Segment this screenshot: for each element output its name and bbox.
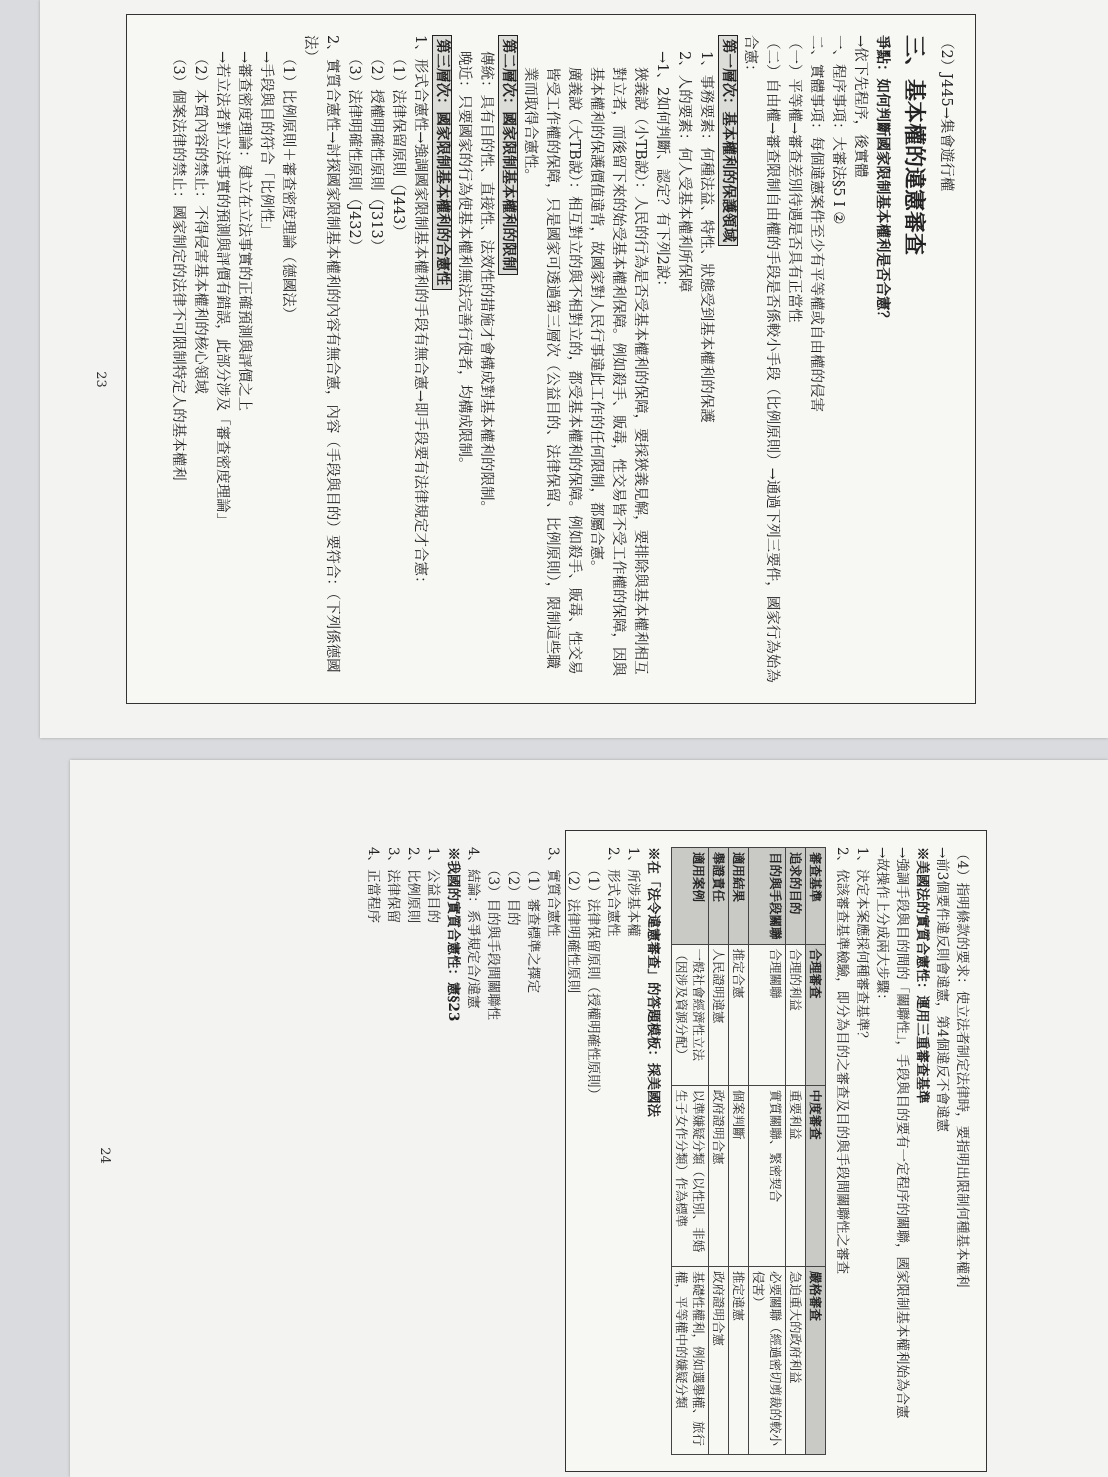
table-cell: 合理的利益 (786, 944, 806, 1085)
template-heading: ※在「法令違憲審查」的答題模板：採美國法 (645, 847, 661, 1117)
table-header: 審查基準 (806, 848, 826, 945)
text-line: （1）法律保留原則（授權明確性原則） (585, 863, 601, 1102)
text-line: 2、形式合憲性 (605, 847, 621, 937)
table-header: 合理審查 (806, 944, 826, 1085)
text-line: 2、人的要素：何人受基本權利所保障 (676, 51, 692, 293)
table-header: 嚴格審查 (806, 1266, 826, 1454)
text-line: （3）目的與手段間關聯性 (485, 863, 501, 1021)
text-line: →依下先程序，後實體 (852, 35, 868, 178)
us-law-heading: ※美國法的實質合憲性：運用三重審查基準 (914, 847, 930, 1104)
text-line: （二）自由權→審查限制自由權的手段是否係較小手段（比例原則）→通過下列三要件，國家行為始為合憲： (742, 35, 780, 683)
table-cell: 目的與手段關聯 (749, 848, 786, 945)
taiwan-law-heading: ※我國的實質合憲性：憲§23 (445, 847, 461, 1022)
table-cell: 重要利益 (786, 1085, 806, 1266)
table-row (709, 848, 729, 1455)
table-cell: 人民證明違憲 (709, 944, 729, 1085)
page-24-frame (365, 830, 987, 1472)
table-cell: 政府證明合憲 (709, 1266, 729, 1454)
text-line: （1）審查標準之擇定 (525, 863, 541, 994)
text-line: →1、2如何判斷、認定？有下列2說： (654, 51, 670, 294)
text-line: （2）授權明確性原則（J313） (368, 51, 384, 254)
text-line: （1）法律保留原則（J443） (390, 51, 406, 239)
table-row (749, 848, 786, 1455)
text-line: 1、事務要素：何種法益、特性、狀態受到基本權利的保護 (698, 51, 714, 423)
layer-3-heading: 第三層次：國家限制基本權利的合憲性 (432, 35, 452, 290)
table-cell: 基礎性權利，例如選舉權、旅行權，平等權中的嫌疑分類 (672, 1266, 709, 1454)
text-line: →若立法者對立法事實的預測與評價有錯誤，此部分涉及「審查密度理論」 (214, 51, 230, 528)
table-cell: 以準嫌疑分類（以性別、非婚生子女作分類）作為標準 (672, 1085, 709, 1266)
text-line: （1）比例原則＋審查密度理論（德國法） (280, 51, 296, 322)
text-line: （2）J445→集會遊行權 (938, 35, 954, 192)
page-number: 24 (96, 1147, 112, 1164)
table-cell: 個案判斷 (729, 1085, 749, 1266)
page-24-content (365, 831, 986, 1471)
table-cell: 推定違憲 (729, 1266, 749, 1454)
narrow-theory-paragraph: 狹義說（小TB說）：人民的行為是否受基本權利的保障，要採狹義見解，要排除與基本權利相互對立者，而後留下來的始受基本權利保障。例如殺手、販毒，性交易皆不受工作權的保障，因與基本權利的保護價值違背，故國家對人民行事違此工作的任何限制，都屬合憲。 (588, 67, 648, 676)
table-cell: 政府證明合憲 (709, 1085, 729, 1266)
issue-heading: 爭點：如何判斷國家限制基本權利是否合憲？ (874, 35, 891, 325)
table-row (672, 848, 709, 1455)
text-line: →手段與目的符合「比例性」 (258, 51, 274, 238)
text-line: 3、法律保留 (385, 847, 401, 924)
layer-1-heading: 第一層次：基本權利的保護領域 (718, 35, 738, 246)
table-row (729, 848, 749, 1455)
text-line: 1、所涉基本權 (625, 847, 641, 937)
text-line: 2、比例原則 (405, 847, 421, 924)
table-cell: 追求的目的 (786, 848, 806, 945)
text-line: 4、結論：系爭規定合/違憲 (465, 847, 481, 1009)
text-line: （4）指明條款的要求：使立法者制定法律時，要指明出限制何種基本權利 (954, 847, 970, 1288)
text-line: 一、程序事項：大審法§5 I ② (830, 35, 846, 225)
text-line: （一）平等權→審查差別待遇是否具有正當性 (786, 35, 802, 323)
table-cell: 合理關聯 (749, 944, 786, 1085)
table-cell: 急迫重大的政府利益 (786, 1266, 806, 1454)
text-line: 傳統：具有目的性、直接性、法效性的措施才會構成對基本權利的限制。 (478, 51, 494, 515)
text-line: （3）法律明確性原則（J432） (346, 51, 362, 254)
table-cell: 必要關聯（經過密切剪裁的較小侵害） (749, 1266, 786, 1454)
table-cell: 推定合憲 (729, 944, 749, 1085)
text-line: （2）本質內容的禁止：不得侵害基本權利的核心領域 (192, 51, 208, 394)
text-line: →前3個要件違反則會違憲，第4個違反不會違憲 (934, 847, 950, 1132)
text-line: 2、依該審查基準檢驗，即分為目的之審查及目的與手段間關聯性之審查 (834, 847, 850, 1275)
text-line: →強調手段與目的間的「關聯性」，手段與目的要有一定程序的關聯，國家限制基本權利始為合憲 (894, 847, 910, 1419)
text-line: 二、實體事項：每個違憲案件至少有平等權或自由權的侵害 (808, 35, 824, 412)
text-line: 1、公益目的 (425, 847, 441, 924)
text-line: （2）目的 (505, 863, 521, 926)
text-line: 2、實質合憲性→討探國家限制基本權利的內容有無合憲，內容（手段與目的）要符合：（下列係德國法） (302, 35, 340, 673)
table-cell: 舉證責任 (709, 848, 729, 945)
page-23-frame (126, 14, 976, 704)
text-line: 1、決定本案應採何種審查基準？ (854, 847, 870, 1045)
page-number: 23 (92, 371, 108, 388)
review-standards-table (671, 847, 826, 1455)
table-cell: 適用案例 (672, 848, 709, 945)
table-cell: 實質關聯、緊密契合 (749, 1085, 786, 1266)
text-line: 3、實質合憲性 (545, 847, 561, 937)
table-row (786, 848, 806, 1455)
text-line: （3）個案法律的禁止：國家制定的法律不可限制特定人的基本權利 (170, 51, 186, 481)
text-line: （2）法律明確性原則 (565, 863, 581, 994)
text-line: 1、形式合憲性→強調國家限制基本權利的手段有無合憲→即手段要有法律規定才合憲： (412, 35, 428, 591)
layer-2-heading: 第二層次：國家限制基本權利的限制 (498, 35, 518, 275)
text-line: →故操作上分成兩大步驟： (874, 847, 890, 1007)
table-cell: 一般社會經濟性立法（因涉及資源分配） (672, 944, 709, 1085)
text-line: 4、正當程序 (365, 847, 381, 924)
page-23-content (127, 15, 975, 703)
text-line: 晚近：只要國家的行為使基本權利無法完善行使者，均構成限制。 (456, 51, 472, 472)
text-line: →審查密度理論：建立在立法事實的正確預測與評價之上 (236, 51, 252, 412)
section-title: 三、基本權的違憲審查 (901, 35, 927, 256)
table-cell: 適用結果 (729, 848, 749, 945)
broad-theory-paragraph: 廣義說（大TB說）：相互對立的與不相對立的，都受基本權利的保障。例如殺手、販毒、性交易皆受工作權的保障，只是國家可透過第三層次（公益目的、法律保留、比例原則），限制這些職業而取得合憲性。 (522, 67, 582, 675)
table-header: 中度審查 (806, 1085, 826, 1266)
